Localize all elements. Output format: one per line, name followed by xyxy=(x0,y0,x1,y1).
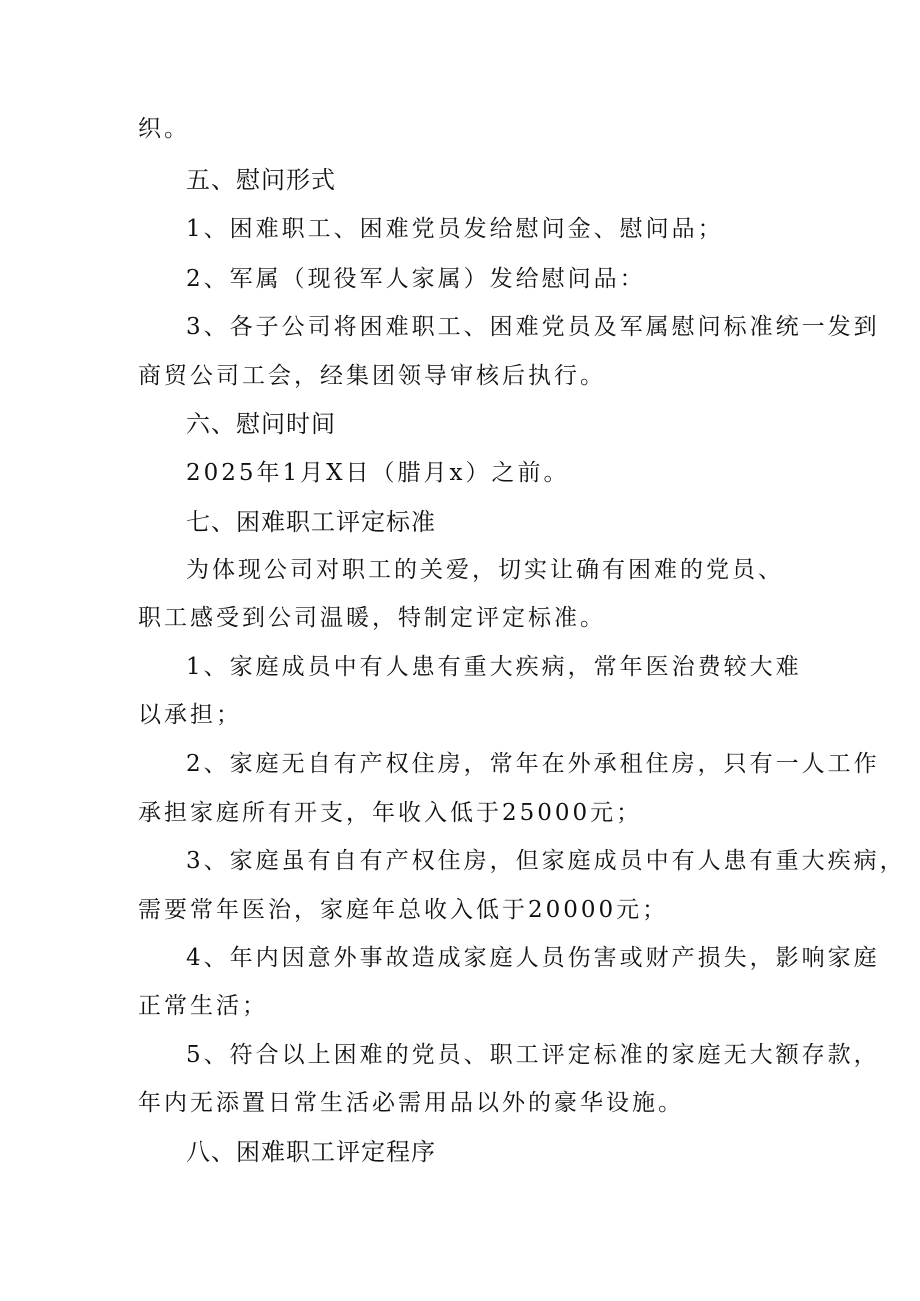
paragraph-line: 4、年内因意外事故造成家庭人员伤害或财产损失，影响家庭 xyxy=(186,945,880,971)
paragraph-line: 1、困难职工、困难党员发给慰问金、慰问品； xyxy=(186,216,724,242)
paragraph-line: 2025年1月X日（腊月x）之前。 xyxy=(186,460,570,486)
paragraph-line: 正常生活； xyxy=(138,993,268,1019)
paragraph-line: 2、家庭无自有产权住房，常年在外承租住房，只有一人工作 xyxy=(186,751,880,777)
paragraph-line: 3、家庭虽有自有产权住房，但家庭成员中有人患有重大疾病， xyxy=(186,848,906,874)
section-heading: 五、慰问形式 xyxy=(186,166,336,194)
paragraph-line: 2、军属（现役军人家属）发给慰问品： xyxy=(186,266,646,292)
paragraph-line: 需要常年医治，家庭年总收入低于20000元； xyxy=(138,897,669,923)
paragraph-line: 5、符合以上困难的党员、职工评定标准的家庭无大额存款， xyxy=(186,1042,880,1068)
paragraph-line: 为体现公司对职工的关爱，切实让确有困难的党员、 xyxy=(186,557,784,583)
paragraph-line: 承担家庭所有开支，年收入低于25000元； xyxy=(138,800,643,826)
paragraph-line: 1、家庭成员中有人患有重大疾病，常年医治费较大难 xyxy=(186,654,802,680)
paragraph-line: 以承担； xyxy=(138,702,242,728)
paragraph-line: 职工感受到公司温暖，特制定评定标准。 xyxy=(138,605,606,631)
paragraph-line: 年内无添置日常生活必需用品以外的豪华设施。 xyxy=(138,1090,684,1116)
section-heading: 六、慰问时间 xyxy=(186,410,336,438)
section-heading: 八、困难职工评定程序 xyxy=(186,1138,436,1166)
paragraph-line: 3、各子公司将困难职工、困难党员及军属慰问标准统一发到 xyxy=(186,314,880,340)
paragraph-line: 织。 xyxy=(138,116,190,142)
section-heading: 七、困难职工评定标准 xyxy=(186,508,436,536)
paragraph-line: 商贸公司工会，经集团领导审核后执行。 xyxy=(138,363,606,389)
